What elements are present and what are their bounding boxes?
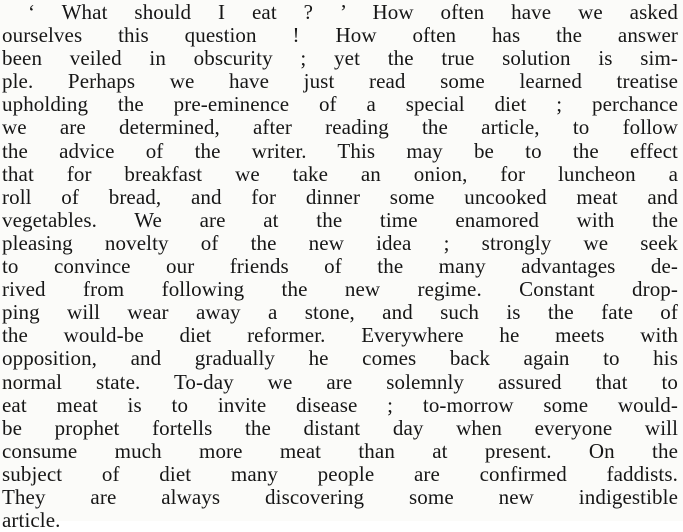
article-line: pleasing novelty of the new idea ; strongly we seek — [2, 230, 678, 255]
article-line: to convince our friends of the many advantages de- — [2, 254, 678, 279]
article-line: consume much more meat than at present. On the — [2, 438, 678, 463]
article-line: eat meat is to invite disease ; to-morrow some would- — [2, 392, 678, 417]
article-line: the advice of the writer. This may be to the effect — [2, 138, 678, 163]
article-line: the would-be diet reformer. Everywhere he meets with — [2, 323, 678, 348]
article-line: article. — [2, 508, 61, 532]
article-line: subject of diet many people are confirmed faddists. — [2, 461, 678, 486]
article-line: we are determined, after reading the article, to follow — [2, 115, 678, 140]
article-line: rived from following the new regime. Constant drop- — [2, 277, 678, 302]
article-line: that for breakfast we take an onion, for luncheon a — [2, 161, 678, 186]
article-line: ‘ What should I eat ? ’ How often have we asked — [28, 0, 678, 24]
article-line: roll of bread, and for dinner some uncooked meat and — [2, 184, 678, 209]
article-line: normal state. To-day we are solemnly assured that to — [2, 369, 678, 394]
article-line: ping will wear away a stone, and such is the fate of — [2, 300, 678, 325]
article-line: be prophet fortells the distant day when everyone will — [2, 415, 678, 440]
article-body — [2, 1, 678, 532]
article-line: ple. Perhaps we have just read some learned treatise — [2, 69, 678, 94]
article-line: vegetables. We are at the time enamored with the — [2, 207, 678, 232]
article-line: been veiled in obscurity ; yet the true solution is sim- — [2, 46, 678, 71]
article-line: ourselves this question ! How often has the answer — [2, 23, 678, 48]
article-line: opposition, and gradually he comes back again to his — [2, 346, 678, 371]
article-line: They are always discovering some new indigestible — [2, 484, 678, 509]
article-line: upholding the pre-eminence of a special diet ; perchance — [2, 92, 678, 117]
